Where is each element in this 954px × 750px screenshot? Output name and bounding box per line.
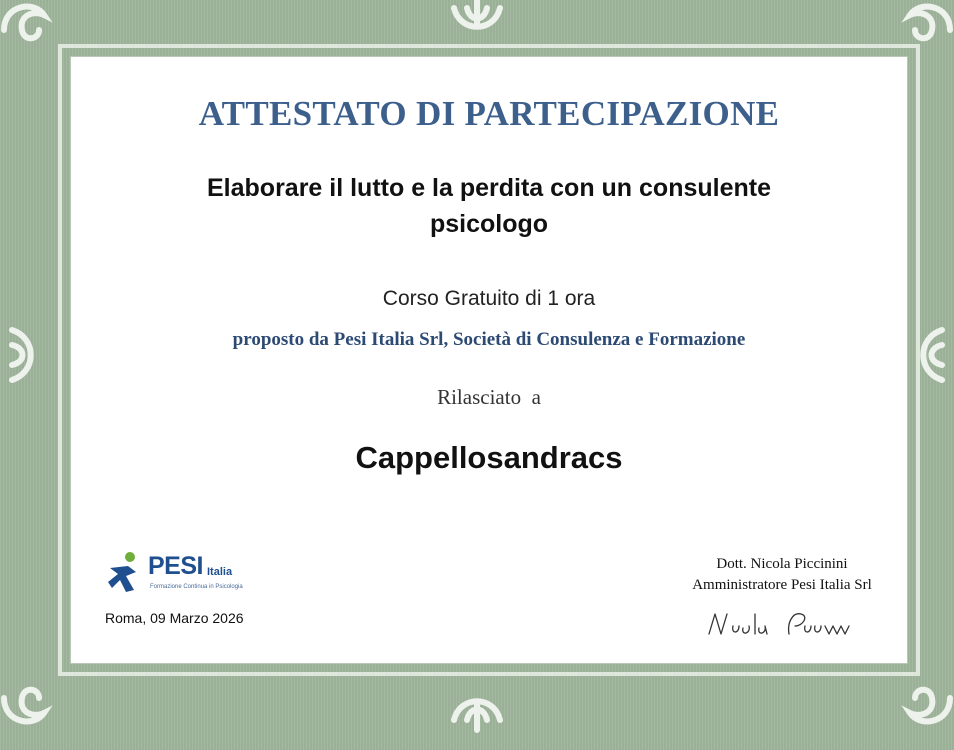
logo-wordmark-sub: Italia [207,566,233,578]
signer-role: Amministratore Pesi Italia Srl [692,577,872,593]
logo-wordmark: PESI [148,552,203,580]
signer-block [660,554,904,596]
issued-to-label: Rilasciato a [437,385,541,409]
course-provider: proposto da Pesi Italia Srl, Società di Consulenza e Formazione [232,329,746,350]
logo-tagline: Formazione Continua in Psicologia [150,584,243,590]
pesi-logo [106,550,266,596]
course-title [130,170,848,242]
issue-date: Roma, 09 Marzo 2026 [105,610,244,626]
edge-ornament-top-icon [442,0,512,48]
certificate-title: ATTESTATO DI PARTECIPAZIONE [198,94,780,133]
handwritten-signature [705,604,875,644]
course-duration: Corso Gratuito di 1 ora [382,287,596,310]
recipient-name: Cappellosandracs [355,440,623,475]
corner-ornament-bottom-left-icon [0,668,64,738]
course-title-line-2: psicologo [429,210,549,238]
edge-ornament-left-icon [0,320,52,390]
runner-figure-icon [106,550,146,594]
signer-name: Dott. Nicola Piccinini [716,556,848,572]
corner-ornament-bottom-right-icon [890,668,954,738]
corner-ornament-top-left-icon [0,0,64,60]
edge-ornament-bottom-icon [442,680,512,750]
course-title-line-1: Elaborare il lutto e la perdita con un consulente [207,174,771,202]
